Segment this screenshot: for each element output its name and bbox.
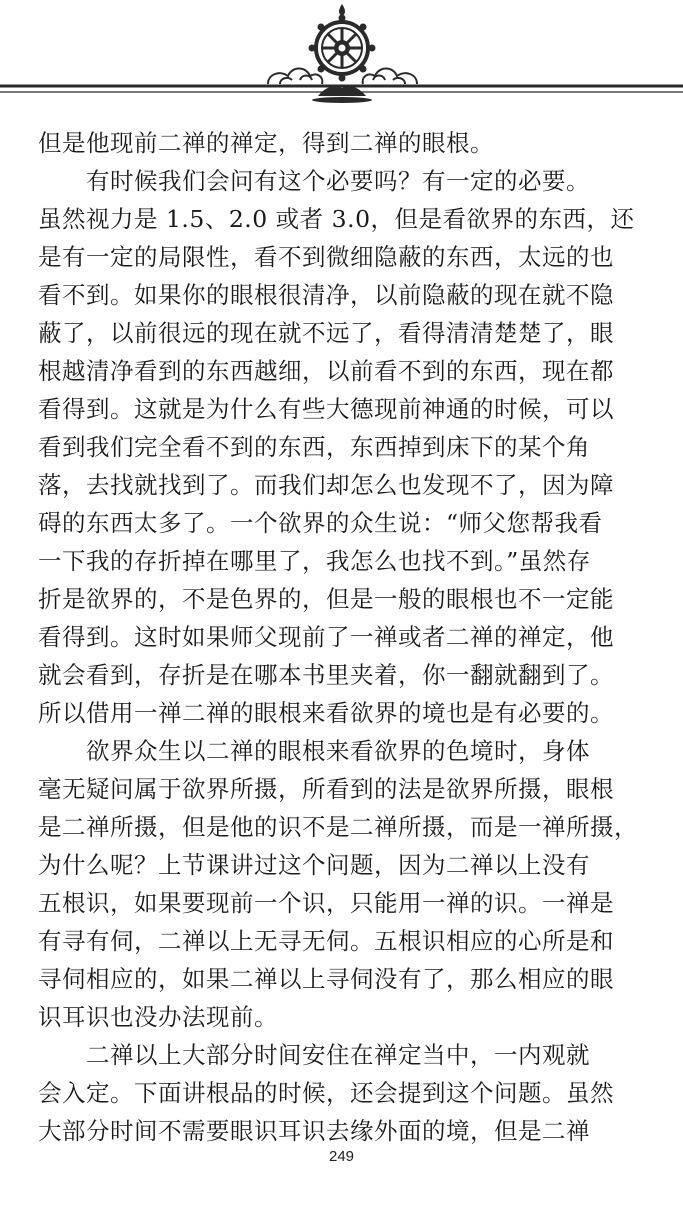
text-line: 大部分时间不需要眼识耳识去缘外面的境，但是二禅 (38, 1117, 590, 1145)
text-line: 为什么呢？上节课讲过这个问题，因为二禅以上没有 (38, 851, 590, 879)
text-line: 一下我的存折掉在哪里了，我怎么也找不到。”虽然存 (38, 547, 591, 575)
text-line: 看得到。这就是为什么有些大德现前神通的时候，可以 (38, 395, 614, 423)
text-line: 是二禅所摄，但是他的识不是二禅所摄，而是一禅所摄， (38, 813, 638, 841)
text-line: 欲界众生以二禅的眼根来看欲界的色境时，身体 (38, 737, 590, 765)
text-line: 有时候我们会问有这个必要吗？有一定的必要。 (38, 167, 590, 195)
text-line: 会入定。下面讲根品的时候，还会提到这个问题。虽然 (38, 1079, 614, 1107)
page-header-ornament (0, 0, 683, 110)
text-line: 毫无疑问属于欲界所摄，所看到的法是欲界所摄，眼根 (38, 775, 614, 803)
text-line: 虽然视力是 1.5、2.0 或者 3.0，但是看欲界的东西，还 (38, 205, 635, 233)
text-line: 折是欲界的，不是色界的，但是一般的眼根也不一定能 (38, 585, 614, 613)
text-line: 二禅以上大部分时间安住在禅定当中，一内观就 (38, 1041, 590, 1069)
text-line: 所以借用一禅二禅的眼根来看欲界的境也是有必要的。 (38, 699, 614, 727)
text-line: 蔽了，以前很远的现在就不远了，看得清清楚楚了，眼 (38, 319, 614, 347)
text-line: 根越清净看到的东西越细，以前看不到的东西，现在都 (38, 357, 614, 385)
dharma-wheel-icon (309, 4, 376, 82)
header-ornament-graphic (0, 0, 683, 110)
page-number: 249 (328, 1148, 355, 1165)
text-line: 识耳识也没办法现前。 (38, 1003, 278, 1031)
lotus-base-icon (312, 86, 372, 103)
text-line: 有寻有伺，二禅以上无寻无伺。五根识相应的心所是和 (38, 927, 614, 955)
text-line: 是有一定的局限性，看不到微细隐蔽的东西，太远的也 (38, 243, 614, 271)
left-cloud-ornament (268, 69, 322, 85)
text-line: 五根识，如果要现前一个识，只能用一禅的识。一禅是 (38, 889, 614, 917)
text-line: 看不到。如果你的眼根很清净，以前隐蔽的现在就不隐 (38, 281, 614, 309)
right-cloud-ornament (363, 69, 417, 85)
text-line: 看到我们完全看不到的东西，东西掉到床下的某个角 (38, 433, 590, 461)
text-line: 碍的东西太多了。一个欲界的众生说：“师父您帮我看 (38, 509, 603, 537)
text-line: 但是他现前二禅的禅定，得到二禅的眼根。 (38, 129, 494, 157)
text-line: 就会看到，存折是在哪本书里夹着，你一翻就翻到了。 (38, 661, 614, 689)
page-body-text (38, 124, 650, 1150)
text-line: 看得到。这时如果师父现前了一禅或者二禅的禅定，他 (38, 623, 614, 651)
text-line: 落，去找就找到了。而我们却怎么也发现不了，因为障 (38, 471, 614, 499)
text-line: 寻伺相应的，如果二禅以上寻伺没有了，那么相应的眼 (38, 965, 614, 993)
